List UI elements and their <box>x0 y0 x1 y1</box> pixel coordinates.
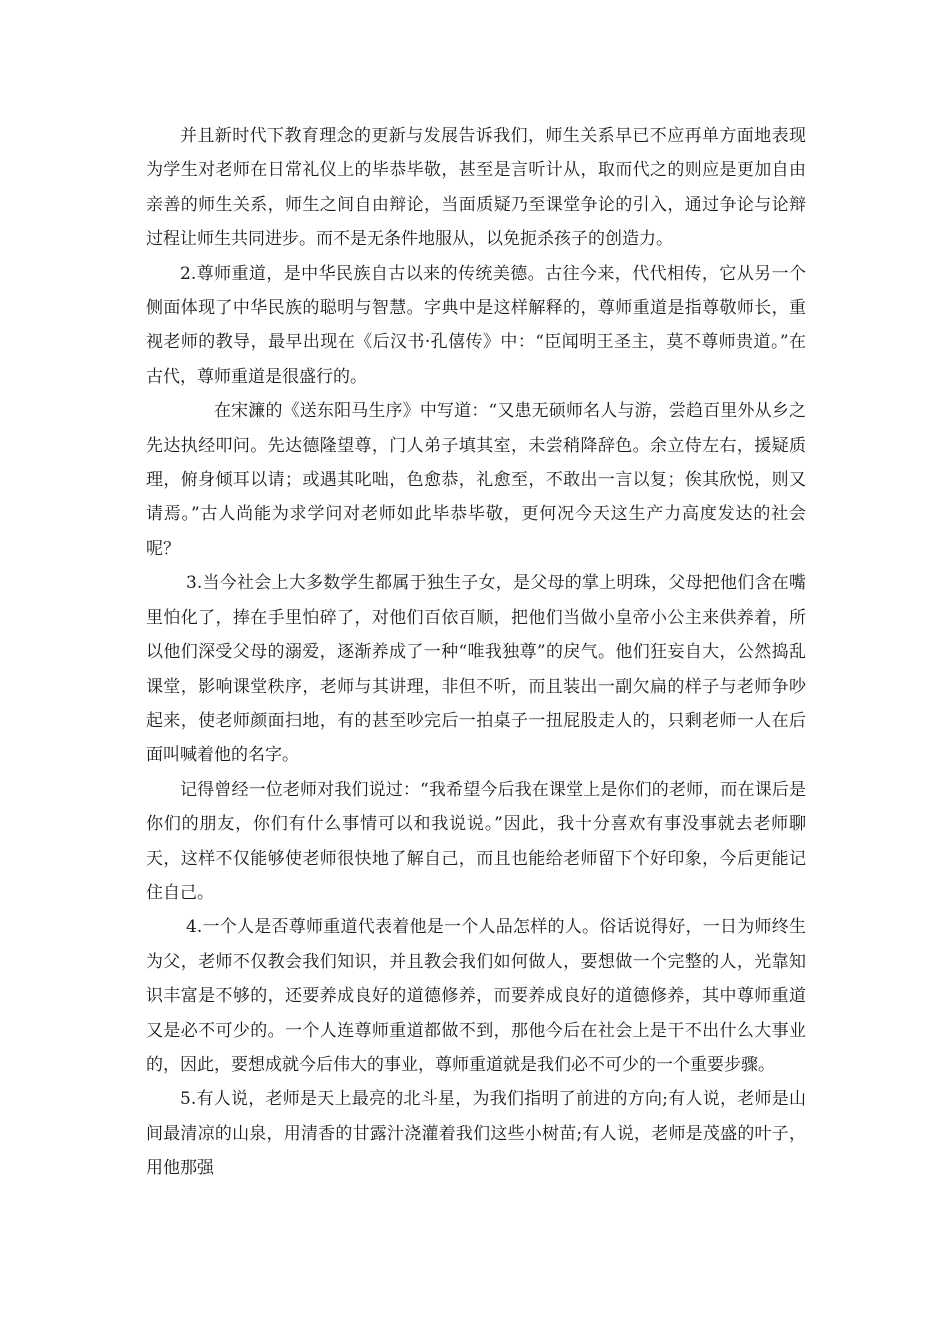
paragraph-song-lian-quote: 在宋濂的《送东阳马生序》中写道：“又患无硕师名人与游，尝趋百里外从乡之先达执经叩问。先达德隆望尊，门人弟子填其室，未尝稍降辞色。余立侍左右，援疑质理，俯身倾耳以请；或遇其叱咄，色愈恭，礼愈至，不敢出一言以复；俟其欣悦，则又请焉。”古人尚能为求学问对老师如此毕恭毕敬，更何况今天这生产力高度发达的社会呢？ <box>146 401 806 559</box>
paragraph-point-3-only-children: 3.当今社会上大多数学生都属于独生子女，是父母的掌上明珠，父母把他们含在嘴里怕化了，捧在手里怕碎了，对他们百依百顺，把他们当做小皇帝小公主来供养着，所以他们深受父母的溺爱，逐渐养成了一种“唯我独尊”的戾气。他们狂妄自大，公然捣乱课堂，影响课堂秩序，老师与其讲理，非但不听，而且装出一副欠扁的样子与老师争吵起来，使老师颜面扫地，有的甚至吵完后一拍桌子一扭屁股走人的，只剩老师一人在后面叫喊着他的名字。 <box>146 573 806 766</box>
document-body <box>146 119 806 1186</box>
paragraph-point-5-metaphors: 5.有人说，老师是天上最亮的北斗星，为我们指明了前进的方向;有人说，老师是山间最清凉的山泉，用清香的甘露汁浇灌着我们这些小树苗;有人说，老师是茂盛的叶子，用他那强 <box>146 1089 806 1179</box>
paragraph-teacher-friend: 记得曾经一位老师对我们说过：“我希望今后我在课堂上是你们的老师，而在课后是你们的朋友，你们有什么事情可以和我说说。”因此，我十分喜欢有事没事就去老师聊天，这样不仅能够使老师很快地了解自己，而且也能给老师留下个好印象，今后更能记住自己。 <box>146 779 806 903</box>
paragraph-education-philosophy: 并且新时代下教育理念的更新与发展告诉我们，师生关系早已不应再单方面地表现为学生对老师在日常礼仪上的毕恭毕敬，甚至是言听计从，取而代之的则应是更加自由亲善的师生关系，师生之间自由辩论，当面质疑乃至课堂争论的引入，通过争论与论辩过程让师生共同进步。而不是无条件地服从，以免扼杀孩子的创造力。 <box>146 126 806 250</box>
paragraph-point-2-tradition: 2.尊师重道，是中华民族自古以来的传统美德。古往今来，代代相传，它从另一个侧面体现了中华民族的聪明与智慧。字典中是这样解释的，尊师重道是指尊敬师长，重视老师的教导，最早出现在《后汉书·孔僖传》中：“臣闻明王圣主，莫不尊师贵道。”在古代，尊师重道是很盛行的。 <box>146 263 806 387</box>
paragraph-point-4-character: 4.一个人是否尊师重道代表着他是一个人品怎样的人。俗话说得好，一日为师终生为父，老师不仅教会我们知识，并且教会我们如何做人，要想做一个完整的人，光靠知识丰富是不够的，还要养成良好的道德修养，而要养成良好的道德修养，其中尊师重道又是必不可少的。一个人连尊师重道都做不到，那他今后在社会上是干不出什么大事业的，因此，要想成就今后伟大的事业，尊师重道就是我们必不可少的一个重要步骤。 <box>146 917 806 1075</box>
